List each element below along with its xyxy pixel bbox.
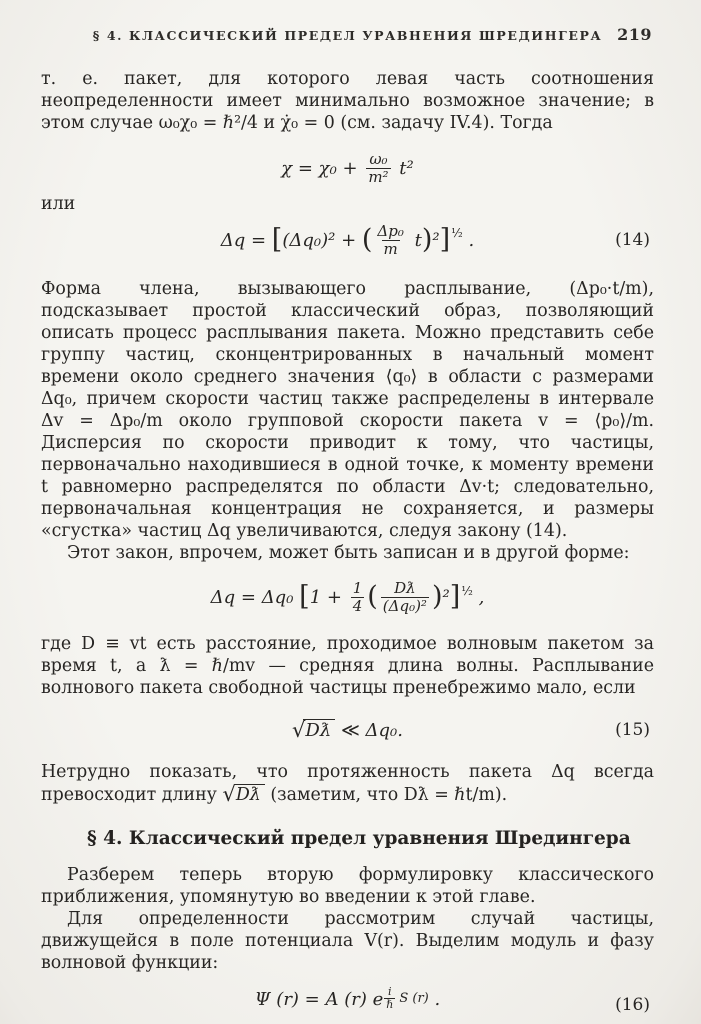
paragraph-distance-wavelength: где D ≡ vt есть расстояние, проходимое волновым пакетом за время t, а ƛ = ℏ/mv — средняя длина волны. Расплывание волнового пакета свободной частицы пренебрежимо мало, если <box>41 633 654 698</box>
fraction <box>366 151 390 187</box>
connector-word-or: или <box>41 193 76 214</box>
paragraph-packet-extent <box>41 761 654 806</box>
equation-text: Ψ (r) = A (r) e <box>254 988 384 1010</box>
running-header <box>41 25 654 44</box>
exponent-one-half: ½ <box>461 583 473 598</box>
running-header-title: § 4. КЛАССИЧЕСКИЙ ПРЕДЕЛ УРАВНЕНИЯ ШРЕДИНГЕРА <box>92 28 603 43</box>
right-bracket: ] <box>449 580 461 612</box>
paragraph-spreading-picture: Форма члена, вызывающего расплывание, (Δp₀·t/m), подсказывает простой классический образ, позволяющий описать процесс расплывания пакета. Можно представить себе группу частиц, сконцентрированных в начальный момент времени около среднего значения ⟨q₀⟩ в области с размерами Δq₀, причем скорости частиц также распределены в интервале Δv = Δp₀/m около групповой скорости пакета v = ⟨p₀⟩/m. Дисперсия по скорости приводит к тому, что частицы, первоначально находившиеся в одной точке, к моменту времени t равномерно распределятся по области Δv·t; следовательно, первоначальная концентрация не сохраняется, и размеры «сгустка» частиц Δq увеличиваются, следуя закону (14). <box>41 279 654 541</box>
fraction <box>381 580 429 616</box>
equation-14-dispersion-law <box>41 223 654 259</box>
exponent-action: S (r) <box>399 991 429 1007</box>
equation-number-15: (15) <box>615 719 650 740</box>
paragraph-text: (заметим, что Dƛ = ℏt/m). <box>264 784 508 805</box>
equation-comma: , <box>472 586 485 608</box>
left-paren: ( <box>361 223 373 255</box>
equation-15-smallness-condition <box>41 718 654 742</box>
page-number: 219 <box>617 25 652 44</box>
paragraph-text: Нетрудно показать, что протяженность пакета Δq всегда превосходит длину <box>41 761 654 805</box>
fraction-numerator: Δp₀ <box>377 221 404 240</box>
equation-16-wave-function <box>41 984 654 1022</box>
left-bracket: [ <box>271 223 283 255</box>
equation-text: Δq = <box>220 229 272 251</box>
exponent-group <box>383 986 429 1012</box>
right-paren: ) <box>421 223 433 255</box>
fraction-denominator: ℏ <box>386 998 394 1012</box>
fraction <box>351 580 365 616</box>
equation-text: t <box>408 229 422 251</box>
equation-text: (Δq₀)² + <box>282 229 362 251</box>
inline-square-root <box>222 783 264 806</box>
fraction <box>375 223 405 259</box>
equation-text: ≪ Δq₀. <box>335 719 403 741</box>
radical-sign: √ <box>222 781 236 806</box>
fraction-denominator: (Δq₀)² <box>382 597 427 616</box>
fraction-numerator: Dƛ <box>394 579 416 597</box>
fraction-denominator: 4 <box>352 597 363 616</box>
paragraph-law-other-form: Этот закон, впрочем, может быть записан и в другой форме: <box>67 543 630 563</box>
equation-number-14: (14) <box>615 230 650 251</box>
equation-text: Δq = Δq₀ <box>210 586 300 608</box>
left-bracket: [ <box>299 580 310 612</box>
equation-chi-evolution <box>41 151 654 187</box>
radicand: Dƛ <box>234 784 265 805</box>
equation-period: . <box>428 988 441 1010</box>
fraction <box>384 986 395 1012</box>
exponent-one-half: ½ <box>451 226 463 241</box>
power: ² <box>432 229 440 251</box>
paragraph-second-formulation: Разберем теперь вторую формулировку классического приближения, упомянутую во введении к этой главе. <box>41 864 654 907</box>
fraction-denominator: m <box>383 239 398 258</box>
right-paren: ) <box>431 580 443 612</box>
equation-text: χ = χ₀ + <box>281 157 364 179</box>
left-paren: ( <box>367 580 378 612</box>
equation-number-16: (16) <box>615 995 650 1016</box>
fraction-numerator: i <box>388 984 392 998</box>
paragraph-particle-potential: Для определенности рассмотрим случай частицы, движущейся в поле потенциала V(r). Выделим модуль и фазу волновой функции: <box>41 908 654 973</box>
section-heading: § 4. Классический предел уравнения Шредингера <box>87 827 631 849</box>
power: ² <box>442 586 450 608</box>
radicand: Dƛ <box>303 719 335 741</box>
radical-sign: √ <box>292 717 306 742</box>
fraction-denominator: m² <box>368 168 389 187</box>
equation-text: t² <box>393 157 414 179</box>
square-root <box>292 718 335 742</box>
paragraph-packet-condition: т. е. пакет, для которого левая часть соотношения неопределенности имеет минимально возможное значение; в этом случае ω₀χ₀ = ℏ²/4 и χ̇₀ = 0 (см. задачу IV.4). Тогда <box>41 69 654 133</box>
fraction-numerator: ω₀ <box>369 150 388 168</box>
equation-text: 1 + <box>309 586 348 608</box>
equation-spreading-second-form <box>41 580 654 616</box>
fraction-numerator: 1 <box>352 579 363 597</box>
right-bracket: ] <box>439 223 451 255</box>
equation-period: . <box>462 229 475 251</box>
